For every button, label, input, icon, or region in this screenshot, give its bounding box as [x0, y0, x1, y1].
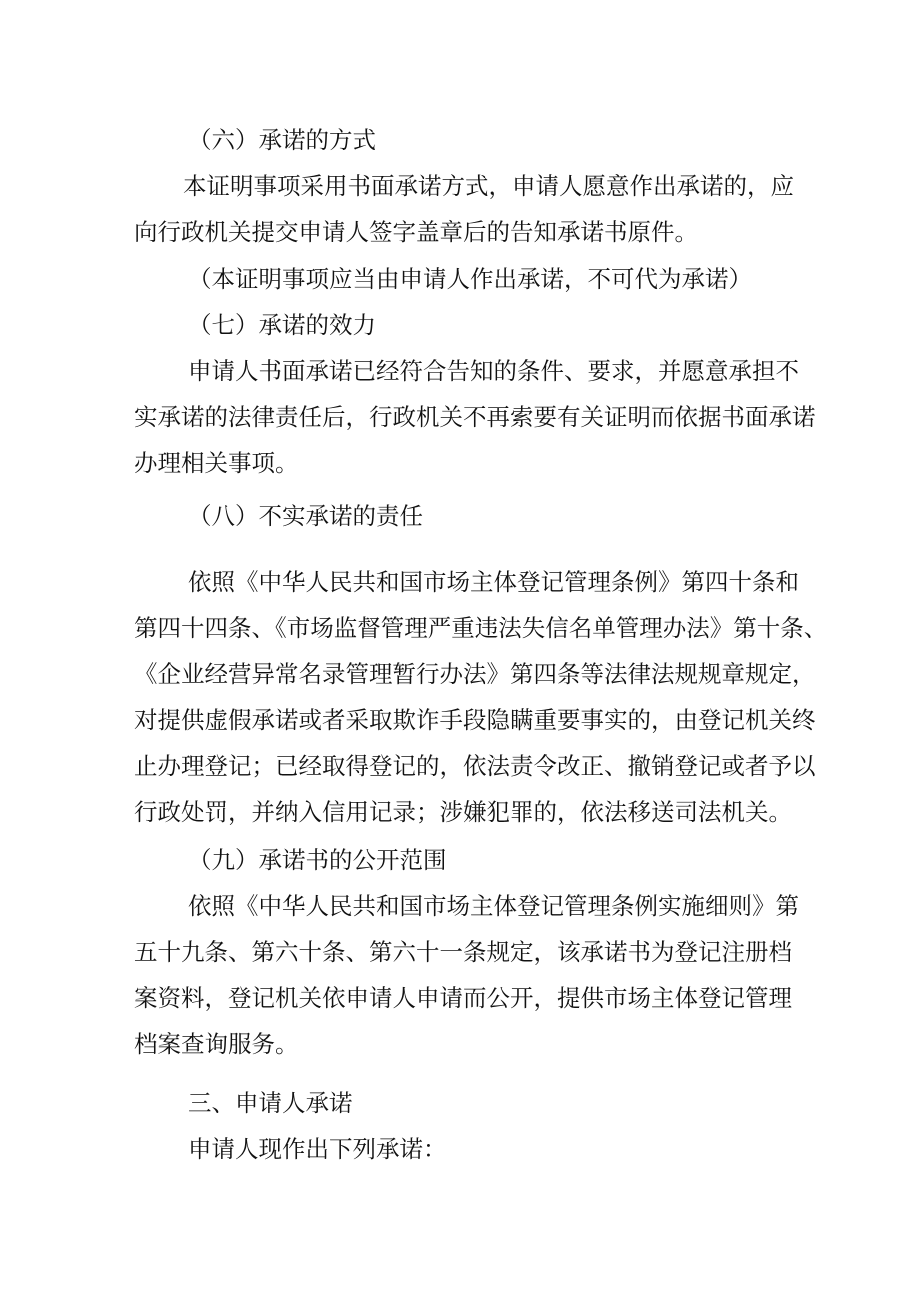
section-heading-3: 三、申请人承诺 [188, 1089, 353, 1117]
paragraph-line: 档案查询服务。 [134, 1030, 299, 1058]
paragraph-line: 五十九条、第六十条、第六十一条规定，该承诺书为登记注册档 [134, 938, 792, 966]
paragraph-line: 案资料，登记机关依申请人申请而公开，提供市场主体登记管理 [134, 984, 792, 1012]
paragraph-line: 《企业经营异常名录管理暂行办法》第四条等法律法规规章规定， [134, 660, 816, 688]
paragraph-line: 第四十四条、《市场监督管理严重违法失信名单管理办法》第十条、 [134, 614, 828, 642]
paragraph-line: 申请人书面承诺已经符合告知的条件、要求，并愿意承担不 [188, 357, 799, 385]
paragraph-line: 实承诺的法律责任后，行政机关不再索要有关证明而依据书面承诺 [134, 403, 816, 431]
paragraph-line: 依照《中华人民共和国市场主体登记管理条例》第四十条和 [188, 568, 799, 596]
paragraph-line: 向行政机关提交申请人签字盖章后的告知承诺书原件。 [134, 218, 698, 246]
section-heading-6: （六）承诺的方式 [188, 126, 376, 154]
section-heading-8: （八）不实承诺的责任 [188, 502, 423, 530]
paragraph-line: 办理相关事项。 [134, 449, 299, 477]
section-heading-9: （九）承诺书的公开范围 [188, 846, 447, 874]
paragraph-line: 止办理登记；已经取得登记的，依法责令改正、撤销登记或者予以 [134, 752, 816, 780]
paragraph-line: 对提供虚假承诺或者采取欺诈手段隐瞒重要事实的，由登记机关终 [134, 706, 816, 734]
paragraph-line: 行政处罚，并纳入信用记录；涉嫌犯罪的，依法移送司法机关。 [134, 798, 792, 826]
paragraph-line: 本证明事项采用书面承诺方式，申请人愿意作出承诺的，应 [183, 172, 794, 200]
section-heading-7: （七）承诺的效力 [188, 311, 376, 339]
section-note: （本证明事项应当由申请人作出承诺，不可代为承诺） [188, 265, 752, 293]
paragraph-line: 依照《中华人民共和国市场主体登记管理条例实施细则》第 [188, 892, 799, 920]
paragraph-line: 申请人现作出下列承诺： [188, 1135, 447, 1163]
